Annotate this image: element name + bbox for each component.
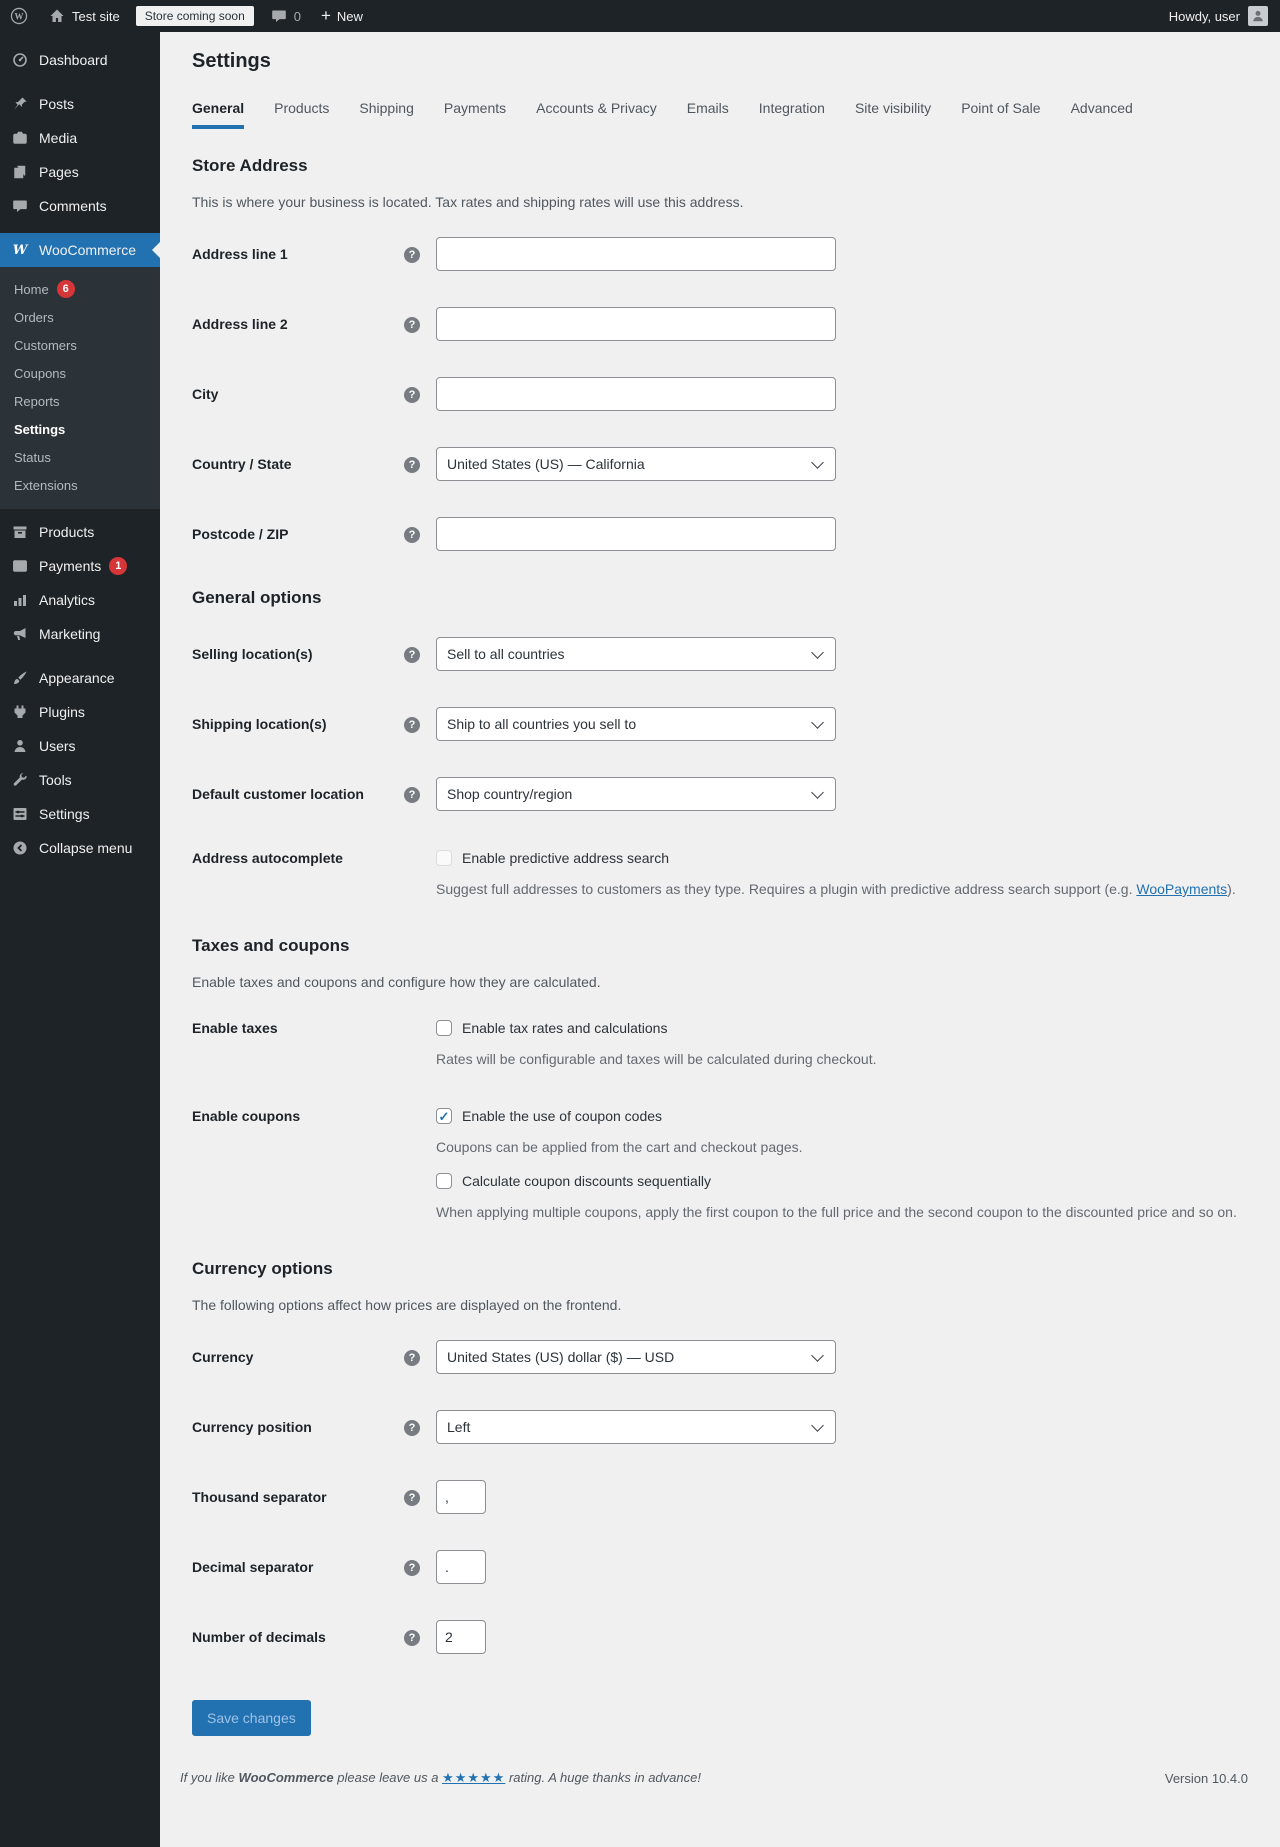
field-label: Currency bbox=[192, 1349, 254, 1365]
field-label: City bbox=[192, 386, 219, 402]
field-value-cell bbox=[424, 447, 1280, 481]
help-icon[interactable]: ? bbox=[404, 457, 420, 473]
home-icon bbox=[48, 7, 66, 25]
footer-rating-text bbox=[180, 1770, 701, 1786]
help-icon[interactable]: ? bbox=[404, 1350, 420, 1366]
submenu-item-orders[interactable] bbox=[0, 303, 160, 331]
submenu-item-reports[interactable] bbox=[0, 387, 160, 415]
section-title: General options bbox=[192, 588, 322, 607]
help-icon[interactable]: ? bbox=[404, 1560, 420, 1576]
field-value-cell bbox=[424, 377, 1280, 411]
woocommerce-submenu bbox=[0, 267, 160, 509]
tab-accounts-privacy[interactable]: Accounts & Privacy bbox=[536, 100, 657, 116]
sidebar-item-marketing[interactable] bbox=[0, 617, 160, 651]
footer bbox=[160, 1770, 1280, 1786]
sidebar-item-label: Comments bbox=[39, 198, 107, 214]
selected-value: Shop country/region bbox=[447, 786, 573, 802]
help-icon[interactable]: ? bbox=[404, 1490, 420, 1506]
main-content bbox=[160, 32, 1280, 1847]
checkbox-label: Enable the use of coupon codes bbox=[462, 1108, 663, 1124]
field-label: Country / State bbox=[192, 456, 292, 472]
count-badge: 1 bbox=[109, 557, 127, 575]
field-label: Default customer location bbox=[192, 786, 364, 802]
field-value-cell bbox=[424, 1480, 1280, 1514]
section-store-address bbox=[160, 155, 1280, 551]
svg-text:W: W bbox=[14, 11, 24, 22]
menu-separator bbox=[0, 651, 160, 661]
help-cell bbox=[404, 715, 424, 734]
help-icon[interactable]: ? bbox=[404, 1630, 420, 1646]
sidebar-item-media[interactable] bbox=[0, 121, 160, 155]
comments-icon bbox=[10, 196, 30, 216]
help-cell bbox=[404, 645, 424, 664]
checkbox-line bbox=[436, 847, 1280, 869]
sidebar-item-woocommerce[interactable] bbox=[0, 233, 160, 267]
help-icon[interactable]: ? bbox=[404, 317, 420, 333]
payments-icon bbox=[10, 556, 30, 576]
selected-value: Sell to all countries bbox=[447, 646, 565, 662]
section-description: This is where your business is located. Tax rates and shipping rates will use this address. bbox=[192, 194, 744, 210]
sidebar-item-label: Media bbox=[39, 130, 78, 146]
sidebar-item-pages[interactable] bbox=[0, 155, 160, 189]
sidebar-item-label: Users bbox=[39, 738, 76, 754]
section-description: The following options affect how prices are displayed on the frontend. bbox=[192, 1297, 622, 1313]
sidebar-item-settings[interactable] bbox=[0, 797, 160, 831]
checkbox-item bbox=[436, 1105, 1280, 1157]
svg-text:$: $ bbox=[17, 560, 23, 571]
settings-row-currency bbox=[192, 1340, 1280, 1374]
sidebar-item-payments[interactable] bbox=[0, 549, 160, 583]
sidebar-item-users[interactable] bbox=[0, 729, 160, 763]
settings-row-address-line-1 bbox=[192, 237, 1280, 271]
settings-row-decimal-separator bbox=[192, 1550, 1280, 1584]
checkbox-item bbox=[436, 1170, 1280, 1222]
tab-advanced[interactable]: Advanced bbox=[1070, 100, 1133, 116]
footer-text: rating. A huge thanks in advance! bbox=[505, 1770, 701, 1785]
checkbox-line bbox=[436, 1017, 1280, 1039]
field-value-cell bbox=[424, 637, 1280, 671]
help-cell bbox=[404, 385, 424, 404]
tab-point-of-sale[interactable]: Point of Sale bbox=[961, 100, 1041, 116]
help-cell bbox=[404, 1348, 424, 1367]
help-icon[interactable]: ? bbox=[404, 527, 420, 543]
field-label: Postcode / ZIP bbox=[192, 526, 289, 542]
collapse-icon bbox=[10, 838, 30, 858]
settings-row-currency-position bbox=[192, 1410, 1280, 1444]
field-value-cell bbox=[424, 517, 1280, 551]
submenu-item-coupons[interactable] bbox=[0, 359, 160, 387]
help-cell bbox=[404, 245, 424, 264]
submenu-item-extensions[interactable] bbox=[0, 471, 160, 499]
tab-site-visibility[interactable]: Site visibility bbox=[854, 100, 932, 116]
field-label: Thousand separator bbox=[192, 1489, 327, 1505]
field-value-cell bbox=[424, 1017, 1280, 1069]
menu-separator bbox=[0, 77, 160, 87]
checkbox-description: Coupons can be applied from the cart and checkout pages. bbox=[436, 1139, 803, 1155]
settings-icon bbox=[10, 804, 30, 824]
field-label: Selling location(s) bbox=[192, 646, 313, 662]
wp-logo-menu[interactable] bbox=[0, 0, 38, 32]
sidebar-item-appearance[interactable] bbox=[0, 661, 160, 695]
sidebar-item-label: Collapse menu bbox=[39, 840, 133, 856]
section-currency-options bbox=[160, 1258, 1280, 1654]
field-label: Decimal separator bbox=[192, 1559, 314, 1575]
settings-row-address-line-2 bbox=[192, 307, 1280, 341]
sidebar-item-label: Tools bbox=[39, 772, 72, 788]
woopayments-link[interactable]: WooPayments bbox=[1136, 881, 1228, 897]
footer-text: please leave us a bbox=[333, 1770, 443, 1785]
description-text: Suggest full addresses to customers as they type. Requires a plugin with predictive address search support (e.g. bbox=[436, 881, 1137, 897]
admin-bar bbox=[0, 0, 1280, 32]
analytics-icon bbox=[10, 590, 30, 610]
plugins-icon bbox=[10, 702, 30, 722]
new-label: New bbox=[336, 8, 363, 24]
help-cell bbox=[404, 1628, 424, 1647]
comments-menu[interactable] bbox=[260, 0, 311, 32]
settings-row-enable-taxes bbox=[192, 1017, 1280, 1069]
help-icon[interactable]: ? bbox=[404, 1420, 420, 1436]
help-cell bbox=[404, 525, 424, 544]
tab-shipping[interactable]: Shipping bbox=[359, 100, 414, 116]
description-text: ). bbox=[1227, 881, 1236, 897]
settings-form bbox=[160, 155, 1280, 1654]
sidebar-item-plugins[interactable] bbox=[0, 695, 160, 729]
section-description: Enable taxes and coupons and configure how they are calculated. bbox=[192, 974, 601, 990]
submenu-item-label: Status bbox=[14, 449, 51, 465]
address-line-2-input[interactable] bbox=[436, 307, 836, 341]
field-label: Currency position bbox=[192, 1419, 312, 1435]
sidebar-item-products[interactable] bbox=[0, 515, 160, 549]
section-general-options bbox=[160, 587, 1280, 899]
default-customer-location-select[interactable] bbox=[436, 777, 836, 811]
sidebar-item-collapse-menu[interactable] bbox=[0, 831, 160, 865]
selected-value: Left bbox=[447, 1419, 471, 1435]
enable-the-use-of-coupon-codes-checkbox[interactable] bbox=[436, 1108, 452, 1124]
sidebar-item-label: Appearance bbox=[39, 670, 115, 686]
site-name: Test site bbox=[72, 8, 120, 24]
checkbox-label: Enable tax rates and calculations bbox=[462, 1020, 668, 1036]
field-label: Enable coupons bbox=[192, 1108, 301, 1124]
sidebar-item-label: Dashboard bbox=[39, 52, 108, 68]
shipping-location-s-select[interactable] bbox=[436, 707, 836, 741]
field-value-cell bbox=[424, 1340, 1280, 1374]
rating-stars-link[interactable]: ★★★★★ bbox=[442, 1770, 506, 1785]
field-value-cell bbox=[424, 1620, 1280, 1654]
section-title: Currency options bbox=[192, 1259, 333, 1278]
products-icon bbox=[10, 522, 30, 542]
selling-location-s-select[interactable] bbox=[436, 637, 836, 671]
settings-row-selling-location-s bbox=[192, 637, 1280, 671]
settings-row-default-customer-location bbox=[192, 777, 1280, 811]
save-changes-button[interactable]: Save changes bbox=[192, 1700, 311, 1736]
new-content-menu[interactable] bbox=[311, 0, 373, 32]
help-icon[interactable]: ? bbox=[404, 247, 420, 263]
sidebar-item-label: Plugins bbox=[39, 704, 85, 720]
checkbox-label: Calculate coupon discounts sequentially bbox=[462, 1173, 712, 1189]
checkbox-description: When applying multiple coupons, apply the first coupon to the full price and the second coupon to the discounted price and so on. bbox=[436, 1204, 1237, 1220]
settings-row-thousand-separator bbox=[192, 1480, 1280, 1514]
checkbox-item bbox=[436, 847, 1280, 899]
checkbox-description bbox=[436, 879, 1280, 899]
submenu-item-home[interactable] bbox=[0, 275, 160, 303]
postcode-zip-input[interactable] bbox=[436, 517, 836, 551]
checkbox-label: Enable predictive address search bbox=[462, 850, 670, 866]
tab-payments[interactable]: Payments bbox=[443, 100, 507, 116]
comment-bubble-icon bbox=[270, 7, 288, 25]
enable-tax-rates-and-calculations-checkbox[interactable] bbox=[436, 1020, 452, 1036]
sidebar-item-label: Posts bbox=[39, 96, 75, 112]
help-cell bbox=[404, 315, 424, 334]
sidebar-item-label: Payments bbox=[39, 558, 102, 574]
help-cell bbox=[404, 785, 424, 804]
submenu-item-label: Coupons bbox=[14, 365, 67, 381]
settings-row-enable-coupons bbox=[192, 1105, 1280, 1222]
count-badge: 6 bbox=[57, 280, 75, 298]
sidebar-item-label: WooCommerce bbox=[39, 242, 136, 258]
submenu-item-label: Reports bbox=[14, 393, 60, 409]
tab-products[interactable]: Products bbox=[274, 100, 330, 116]
sidebar-item-label: Products bbox=[39, 524, 95, 540]
field-value-cell bbox=[424, 1550, 1280, 1584]
sidebar-item-analytics[interactable] bbox=[0, 583, 160, 617]
help-cell bbox=[404, 1488, 424, 1507]
wordpress-logo-icon bbox=[10, 7, 28, 25]
calculate-coupon-discounts-sequentially-checkbox[interactable] bbox=[436, 1173, 452, 1189]
settings-row-address-autocomplete bbox=[192, 847, 1280, 899]
enable-predictive-address-search-checkbox[interactable] bbox=[436, 850, 452, 866]
sidebar-item-tools[interactable] bbox=[0, 763, 160, 797]
field-label: Shipping location(s) bbox=[192, 716, 327, 732]
checkbox-description: Rates will be configurable and taxes will be calculated during checkout. bbox=[436, 1051, 877, 1067]
sidebar-item-label: Settings bbox=[39, 806, 90, 822]
submenu-item-label: Customers bbox=[14, 337, 77, 353]
footer-text: If you like bbox=[180, 1770, 239, 1785]
help-icon[interactable]: ? bbox=[404, 387, 420, 403]
section-taxes-and-coupons bbox=[160, 935, 1280, 1222]
field-value-cell bbox=[424, 1105, 1280, 1222]
pages-icon bbox=[10, 162, 30, 182]
sidebar-item-posts[interactable] bbox=[0, 87, 160, 121]
number-of-decimals-input[interactable] bbox=[436, 1620, 486, 1654]
plus-icon: + bbox=[320, 5, 331, 25]
field-label: Address line 2 bbox=[192, 316, 288, 332]
field-label: Enable taxes bbox=[192, 1020, 278, 1036]
help-icon[interactable]: ? bbox=[404, 787, 420, 803]
checkbox-line bbox=[436, 1170, 1280, 1192]
howdy-text: Howdy, user bbox=[1168, 8, 1240, 24]
settings-row-shipping-location-s bbox=[192, 707, 1280, 741]
help-icon[interactable]: ? bbox=[404, 647, 420, 663]
users-icon bbox=[10, 736, 30, 756]
field-label: Number of decimals bbox=[192, 1629, 326, 1645]
tab-emails[interactable]: Emails bbox=[686, 100, 729, 116]
submenu-item-label: Settings bbox=[14, 421, 66, 437]
settings-row-country-state bbox=[192, 447, 1280, 481]
submenu-item-customers[interactable] bbox=[0, 331, 160, 359]
sidebar-item-label: Analytics bbox=[39, 592, 96, 608]
field-value-cell bbox=[424, 1410, 1280, 1444]
selected-value: United States (US) — California bbox=[447, 456, 645, 472]
settings-row-postcode-zip bbox=[192, 517, 1280, 551]
tab-general[interactable]: General bbox=[192, 100, 244, 129]
currency-position-select[interactable] bbox=[436, 1410, 836, 1444]
settings-row-number-of-decimals bbox=[192, 1620, 1280, 1654]
address-line-1-input[interactable] bbox=[436, 237, 836, 271]
help-cell bbox=[404, 1558, 424, 1577]
footer-version: Version 10.4.0 bbox=[1164, 1770, 1248, 1786]
appearance-icon bbox=[10, 668, 30, 688]
coming-soon-badge[interactable]: Store coming soon bbox=[136, 6, 254, 26]
my-account-menu[interactable] bbox=[1157, 0, 1280, 32]
help-cell bbox=[404, 455, 424, 474]
admin-sidebar-menu bbox=[0, 32, 160, 1847]
media-icon bbox=[10, 128, 30, 148]
field-value-cell bbox=[424, 707, 1280, 741]
field-value-cell bbox=[424, 777, 1280, 811]
submenu-item-status[interactable] bbox=[0, 443, 160, 471]
comments-count: 0 bbox=[293, 8, 301, 24]
dashboard-icon bbox=[10, 50, 30, 70]
selected-value: Ship to all countries you sell to bbox=[447, 716, 637, 732]
submenu-item-label: Home bbox=[14, 281, 49, 297]
submenu-item-settings[interactable] bbox=[0, 415, 160, 443]
help-icon[interactable]: ? bbox=[404, 717, 420, 733]
sidebar-item-label: Marketing bbox=[39, 626, 101, 642]
city-input[interactable] bbox=[436, 377, 836, 411]
settings-row-city bbox=[192, 377, 1280, 411]
posts-icon bbox=[10, 94, 30, 114]
field-value-cell bbox=[424, 237, 1280, 271]
currency-select[interactable] bbox=[436, 1340, 836, 1374]
decimal-separator-input[interactable] bbox=[436, 1550, 486, 1584]
sidebar-item-label: Pages bbox=[39, 164, 79, 180]
page-title: Settings bbox=[192, 50, 271, 72]
section-title: Taxes and coupons bbox=[192, 936, 350, 955]
tools-icon bbox=[10, 770, 30, 790]
country-state-select[interactable] bbox=[436, 447, 836, 481]
tab-integration[interactable]: Integration bbox=[758, 100, 825, 116]
field-value-cell bbox=[424, 307, 1280, 341]
marketing-icon bbox=[10, 624, 30, 644]
sidebar-item-comments[interactable] bbox=[0, 189, 160, 223]
sidebar-item-dashboard[interactable] bbox=[0, 43, 160, 77]
selected-value: United States (US) dollar ($) — USD bbox=[447, 1349, 675, 1365]
help-cell bbox=[404, 1418, 424, 1437]
thousand-separator-input[interactable] bbox=[436, 1480, 486, 1514]
submenu-item-label: Extensions bbox=[14, 477, 78, 493]
site-name-menu[interactable] bbox=[38, 0, 130, 32]
woocommerce-icon: W bbox=[12, 242, 28, 258]
field-value-cell bbox=[424, 847, 1280, 899]
avatar bbox=[1248, 6, 1268, 26]
menu-separator bbox=[0, 223, 160, 233]
footer-brand: WooCommerce bbox=[238, 1770, 334, 1785]
checkbox-item bbox=[436, 1017, 1280, 1069]
submenu-item-label: Orders bbox=[14, 309, 54, 325]
checkbox-line bbox=[436, 1105, 1280, 1127]
settings-tabs bbox=[192, 100, 1280, 129]
section-title: Store Address bbox=[192, 156, 308, 175]
field-label: Address line 1 bbox=[192, 246, 288, 262]
field-label: Address autocomplete bbox=[192, 850, 343, 866]
